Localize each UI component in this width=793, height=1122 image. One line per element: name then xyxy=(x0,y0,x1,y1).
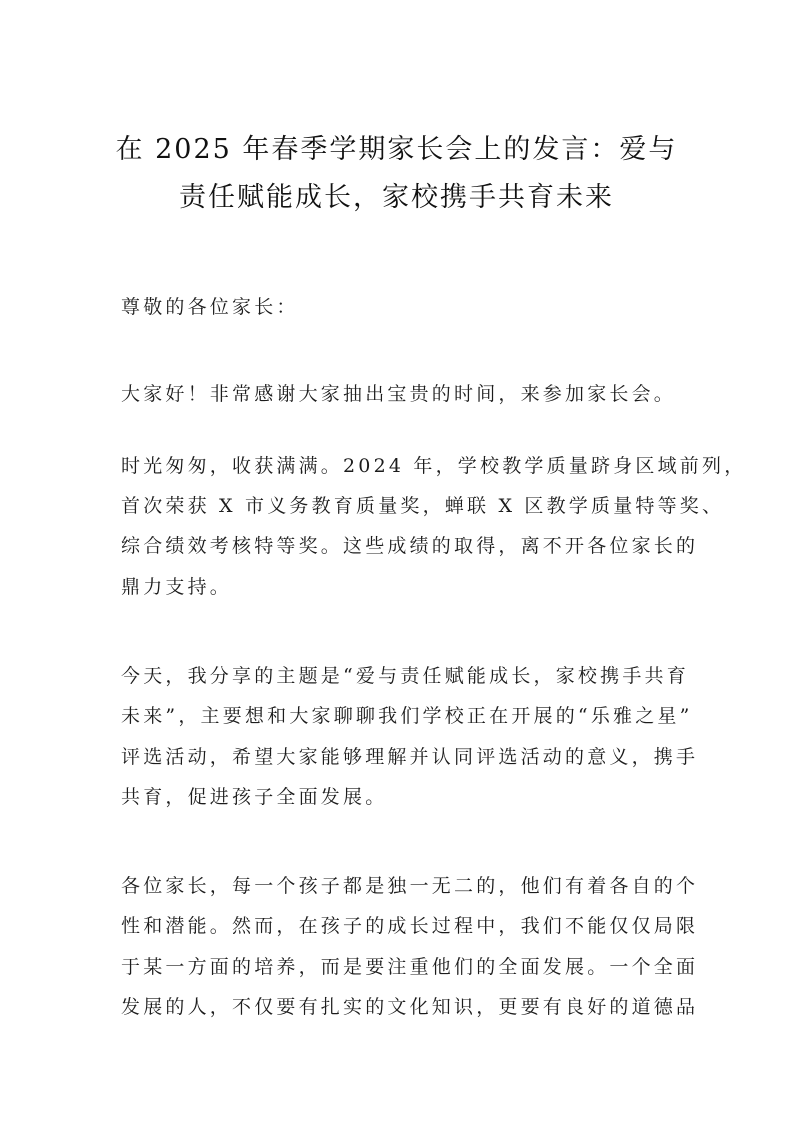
paragraph-3-line-2: 未来”，主要想和大家聊聊我们学校正在开展的“乐雅之星” xyxy=(121,705,693,727)
paragraph-2-line-4: 鼎力支持。 xyxy=(121,576,233,598)
paragraph-4-line-1: 各位家长，每一个孩子都是独一无二的，他们有着各自的个 xyxy=(121,875,699,897)
paragraph-2-line-3: 综合绩效考核特等奖。这些成绩的取得，离不开各位家长的 xyxy=(121,535,699,557)
paragraph-4-line-4: 发展的人，不仅要有扎实的文化知识，更要有良好的道德品 xyxy=(121,996,699,1018)
paragraph-3-line-3: 评选活动，希望大家能够理解并认同评选活动的意义，携手 xyxy=(121,746,699,768)
title-line-1: 在 2025 年春季学期家长会上的发言：爱与 xyxy=(115,134,678,165)
paragraph-1-line-1: 大家好！非常感谢大家抽出宝贵的时间，来参加家长会。 xyxy=(121,383,677,405)
paragraph-4-line-2: 性和潜能。然而，在孩子的成长过程中，我们不能仅仅局限 xyxy=(121,915,699,937)
title-line-2: 责任赋能成长，家校携手共育未来 xyxy=(179,182,614,213)
salutation: 尊敬的各位家长： xyxy=(121,296,299,318)
paragraph-4-line-3: 于某一方面的培养，而是要注重他们的全面发展。一个全面 xyxy=(121,956,699,978)
paragraph-3-line-4: 共育，促进孩子全面发展。 xyxy=(121,786,388,808)
paragraph-3-line-1: 今天，我分享的主题是“爱与责任赋能成长，家校携手共育 xyxy=(121,665,689,687)
paragraph-2-line-2: 首次荣获 X 市义务教育质量奖，蝉联 X 区教学质量特等奖、 xyxy=(121,495,725,517)
paragraph-2-line-1: 时光匆匆，收获满满。2024 年，学校教学质量跻身区域前列， xyxy=(121,455,747,477)
